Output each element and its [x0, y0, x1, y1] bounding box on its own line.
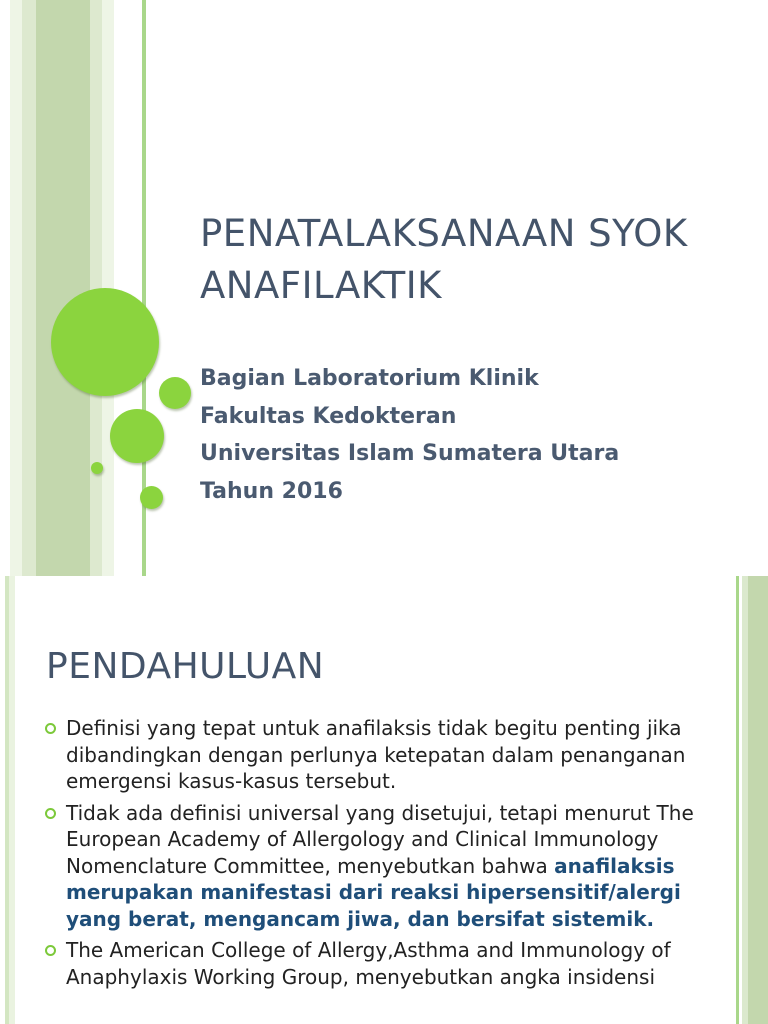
bullet-ring-icon [45, 723, 56, 734]
subtitle-line: Tahun 2016 [200, 478, 343, 504]
decorative-circle [140, 486, 163, 509]
decorative-stripe [36, 0, 90, 576]
bullet-list [44, 715, 704, 995]
subtitle-line: Fakultas Kedokteran [200, 403, 457, 429]
decorative-stripe [10, 0, 22, 576]
bullet-item [44, 937, 704, 990]
bullet-item [44, 715, 704, 795]
decorative-stripe [736, 576, 739, 1024]
decorative-circle-large [51, 288, 159, 396]
slide-subtitle [200, 360, 619, 510]
decorative-circle [110, 409, 164, 463]
content-slide [0, 576, 768, 1024]
decorative-stripe [22, 0, 36, 576]
decorative-circle [159, 377, 191, 409]
decorative-stripe [9, 576, 15, 1024]
slide-title [200, 208, 750, 312]
bullet-text: The American College of Allergy,Asthma and Immunology of Anaphylaxis Working Group, menyebutkan angka insidensi [66, 938, 671, 989]
slide-title-line: PENATALAKSANAAN SYOK [200, 212, 688, 255]
bullet-text: Tidak ada definisi universal yang disetujui, tetapi menurut The European Academy of Allergology and Clinical Immunology Nomenclature Committee, menyebutkan bahwa [66, 800, 694, 878]
decorative-circle [91, 462, 103, 474]
bullet-emphasis: anafilaksis merupakan manifestasi dari reaksi hipersensitif/alergi yang berat, mengancam jiwa, dan bersifat sistemik. [66, 853, 681, 931]
decorative-stripe [748, 576, 768, 1024]
subtitle-line: Universitas Islam Sumatera Utara [200, 441, 620, 466]
subtitle-line: Bagian Laboratorium Klinik [200, 366, 539, 391]
slide-heading: PENDAHULUAN [46, 646, 325, 687]
bullet-item [44, 800, 704, 933]
bullet-ring-icon [45, 808, 56, 819]
bullet-ring-icon [45, 945, 56, 956]
bullet-text: Definisi yang tepat untuk anafilaksis tidak begitu penting jika dibandingkan dengan perlunya ketepatan dalam penanganan emergensi kasus-kasus tersebut. [66, 716, 686, 793]
slide-title-line: ANAFILAKTIK [200, 264, 442, 307]
